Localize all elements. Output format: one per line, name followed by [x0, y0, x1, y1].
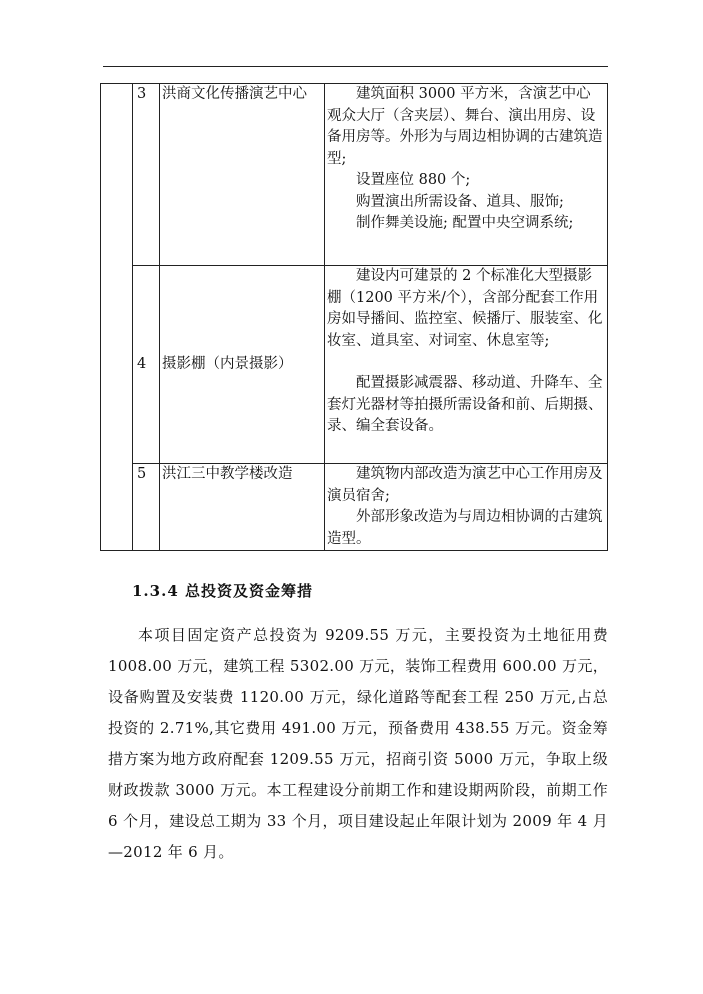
investment-paragraph: 本项目固定资产总投资为 9209.55 万元，主要投资为土地征用费 1008.00 万元，建筑工程 5302.00 万元，装饰工程费用 600.00 万元，设备购置及安装费 1120.00 万元，绿化道路等配套工程 250 万元,占总投资的 2.71%,其它费用 491.00 万元，预备费用 438.55 万元。资金筹措方案为地方政府配套 1209.55 万元，招商引资 5000 万元，争取上级财政拨款 3000 万元。本工程建设分前期工作和建设期两阶段，前期工作 6 个月，建设总工期为 33 个月，项目建设起止年限计划为 2009 年 4 月—2012 年 6 月。	[108, 626, 608, 861]
project-description	[325, 266, 608, 464]
section-heading: 1.3.4 总投资及资金筹措	[132, 582, 313, 600]
header-rule	[103, 66, 608, 67]
table-row	[101, 84, 608, 266]
description-line: 配置摄影减震器、移动道、升降车、全套灯光器材等拍摄所需设备和前、后期摄、录、编全套设备。	[327, 375, 603, 434]
description-line: 建设内可建景的 2 个标准化大型摄影棚（1200 平方米/个），含部分配套工作用房如导播间、监控室、候播厅、服装室、化妆室、道具室、对词室、休息室等;	[327, 268, 603, 349]
project-description	[325, 464, 608, 551]
table-row	[101, 464, 608, 551]
description-line: 建筑物内部改造为演艺中心工作用房及演员宿舍;	[327, 466, 603, 504]
project-description	[325, 84, 608, 266]
description-line: 外部形象改造为与周边相协调的古建筑造型。	[327, 509, 603, 547]
row-number: 3	[133, 84, 160, 266]
project-name: 洪商文化传播演艺中心	[160, 84, 325, 266]
row-number: 5	[133, 464, 160, 551]
project-name: 洪江三中教学楼改造	[160, 464, 325, 551]
project-table	[100, 83, 608, 551]
table-row	[101, 266, 608, 464]
description-line: 购置演出所需设备、道具、服饰;	[356, 193, 564, 210]
description-line: 建筑面积 3000 平方米，含演艺中心观众大厅（含夹层）、舞台、演出用房、设备用房等。外形为与周边相协调的古建筑造型;	[327, 86, 603, 167]
project-name: 摄影棚（内景摄影）	[160, 266, 325, 464]
description-line: 制作舞美设施; 配置中央空调系统;	[356, 215, 574, 231]
row-number: 4	[133, 266, 160, 464]
category-cell	[101, 84, 133, 551]
description-line: 设置座位 880 个;	[356, 172, 471, 188]
